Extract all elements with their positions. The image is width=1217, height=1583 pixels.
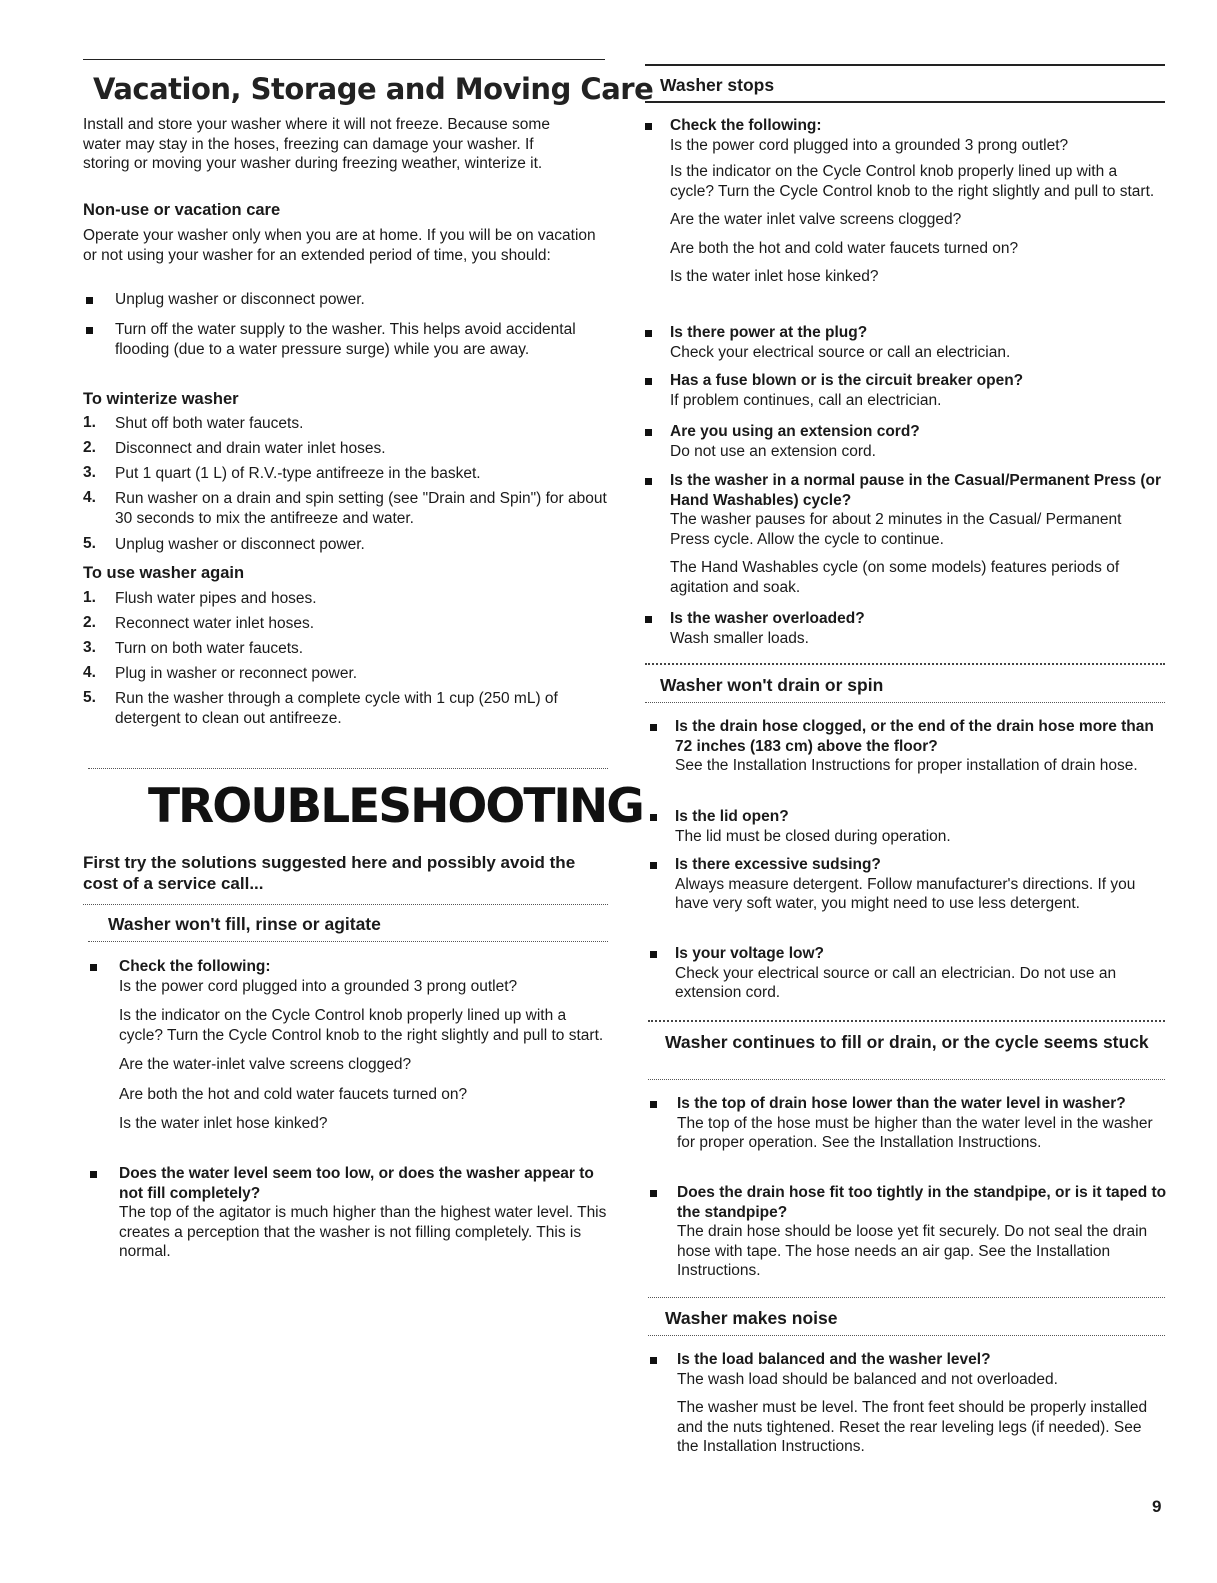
troubleshooting-title: TROUBLESHOOTING — [148, 779, 643, 834]
step-number: 5. — [83, 689, 96, 706]
winterize-step-4: Run washer on a drain and spin setting (see "Drain and Spin") for about 30 seconds to mix the antifreeze and water. — [115, 490, 607, 527]
divider — [645, 702, 1165, 703]
stops-answer-8: Do not use an extension cord. — [670, 442, 876, 460]
bullet — [645, 378, 652, 385]
winterize-step-1: Shut off both water faucets. — [115, 415, 304, 432]
stops-answer-6: Check your electrical source or call an electrician. — [670, 343, 1011, 361]
stuck-heading: Washer continues to fill or drain, or the cycle seems stuck — [665, 1032, 1149, 1052]
step-number: 4. — [83, 489, 96, 506]
stops-question-5: Is the washer in a normal pause in the Casual/Permanent Press (or Hand Washables) cycle? — [670, 472, 1161, 509]
fill-heading: Washer won't fill, rinse or agitate — [108, 914, 381, 934]
top-rule — [645, 64, 1165, 66]
divider — [648, 1079, 1165, 1080]
stops-answer-10: The Hand Washables cycle (on some models) features periods of agitation and soak. — [670, 559, 1120, 596]
drain-question-3: Is there excessive sudsing? — [675, 856, 881, 873]
fill-answer-5: Is the water inlet hose kinked? — [119, 1115, 328, 1132]
step-number: 4. — [83, 664, 96, 681]
bullet — [86, 297, 93, 304]
winterize-heading: To winterize washer — [83, 390, 239, 408]
nonuse-heading: Non-use or vacation care — [83, 201, 281, 219]
bullet — [90, 964, 97, 971]
nonuse-text: Operate your washer only when you are at home. If you will be on vacation or not using your washer for an extended period of time, you should: — [83, 227, 596, 264]
divider — [648, 1297, 1165, 1298]
drain-question-1: Is the drain hose clogged, or the end of the drain hose more than 72 inches (183 cm) above the floor? — [675, 718, 1154, 755]
stops-block-6 — [670, 609, 1165, 648]
fill-answer-3: Are the water-inlet valve screens clogged? — [119, 1056, 412, 1073]
stops-question-3: Has a fuse blown or is the circuit breaker open? — [670, 372, 1024, 389]
fill-answer-2: Is the indicator on the Cycle Control knob properly lined up with a cycle? Turn the Cycle Control knob to the right slightly and pull to start. — [119, 1007, 604, 1044]
use-again-heading: To use washer again — [83, 564, 245, 582]
winterize-step-2: Disconnect and drain water inlet hoses. — [115, 440, 386, 457]
stops-answer-3: Are the water inlet valve screens clogged? — [670, 211, 962, 228]
stops-answer-5: Is the water inlet hose kinked? — [670, 268, 879, 285]
fill-question-2: Does the water level seem too low, or does the washer appear to not fill completely? — [119, 1165, 594, 1202]
drain-answer-1: See the Installation Instructions for proper installation of drain hose. — [675, 757, 1138, 774]
stops-answer-1: Is the power cord plugged into a grounded 3 prong outlet? — [670, 136, 1069, 154]
bullet — [645, 330, 652, 337]
troubleshooting-intro: First try the solutions suggested here and possibly avoid the cost of a service call... — [83, 853, 576, 893]
again-step-4: Plug in washer or reconnect power. — [115, 665, 358, 682]
divider — [88, 768, 608, 769]
divider — [83, 904, 608, 905]
step-number: 5. — [83, 535, 96, 552]
stops-question-1: Check the following: — [670, 117, 822, 134]
bullet — [650, 1357, 657, 1364]
step-number: 1. — [83, 589, 96, 606]
fill-block-2 — [119, 1164, 609, 1262]
noise-answer-1: The wash load should be balanced and not overloaded. — [677, 1370, 1058, 1388]
again-step-1: Flush water pipes and hoses. — [115, 590, 317, 607]
stops-question-6: Is the washer overloaded? — [670, 610, 865, 627]
drain-question-2: Is the lid open? — [675, 808, 789, 825]
step-number: 2. — [83, 614, 96, 631]
stops-block-2 — [670, 323, 1165, 362]
stops-block-1 — [670, 116, 1165, 287]
fill-answer-1: Is the power cord plugged into a grounded 3 prong outlet? — [119, 977, 518, 995]
drain-answer-3: Always measure detergent. Follow manufacturer's directions. If you have very soft water, you might need to use less detergent. — [675, 875, 1136, 912]
again-step-5: Run the washer through a complete cycle with 1 cup (250 mL) of detergent to clean out antifreeze. — [115, 690, 558, 727]
again-step-2: Reconnect water inlet hoses. — [115, 615, 315, 632]
drain-answer-4: Check your electrical source or call an electrician. Do not use an extension cord. — [675, 964, 1117, 1001]
divider — [645, 663, 1165, 665]
stops-answer-7: If problem continues, call an electrician. — [670, 391, 942, 409]
stuck-block-2 — [677, 1183, 1167, 1281]
stops-answer-9: The washer pauses for about 2 minutes in the Casual/ Permanent Press cycle. Allow the cycle to continue. — [670, 511, 1122, 548]
bullet — [90, 1171, 97, 1178]
bullet — [650, 951, 657, 958]
vacation-intro: Install and store your washer where it will not freeze. Because some water may stay in the hoses, freezing can damage your washer. If storing or moving your washer during freezing weather, winterize it. — [83, 116, 550, 172]
step-number: 3. — [83, 464, 96, 481]
stuck-answer-2: The drain hose should be loose yet fit securely. Do not seal the drain hose with tape. The hose needs an air gap. See the Installation Instructions. — [677, 1223, 1148, 1279]
stops-answer-2: Is the indicator on the Cycle Control knob properly lined up with a cycle? Turn the Cycle Control knob to the right slightly and pull to start. — [670, 163, 1155, 200]
fill-answer-6: The top of the agitator is much higher than the highest water level. This creates a perception that the washer is not filling completely. This is normal. — [119, 1204, 607, 1260]
drain-heading: Washer won't drain or spin — [660, 675, 884, 695]
bullet — [650, 862, 657, 869]
bullet — [645, 123, 652, 130]
bullet — [645, 429, 652, 436]
nonuse-bullet-1: Unplug washer or disconnect power. — [115, 291, 365, 308]
stuck-answer-1: The top of the hose must be higher than the water level in the washer for proper operation. See the Installation Instructions. — [677, 1114, 1153, 1151]
drain-block-2 — [675, 807, 1167, 846]
noise-answer-2: The washer must be level. The front feet should be properly installed and the nuts tightened. Reset the rear leveling legs (if needed). See the Installation Instructions. — [677, 1399, 1148, 1455]
divider — [648, 1020, 1165, 1022]
stops-question-2: Is there power at the plug? — [670, 324, 868, 341]
fill-answer-4: Are both the hot and cold water faucets turned on? — [119, 1085, 468, 1103]
drain-block-1 — [675, 717, 1167, 776]
noise-heading: Washer makes noise — [665, 1308, 838, 1328]
step-number: 3. — [83, 639, 96, 656]
stops-answer-4: Are both the hot and cold water faucets turned on? — [670, 239, 1019, 257]
winterize-step-3: Put 1 quart (1 L) of R.V.-type antifreeze in the basket. — [115, 465, 481, 482]
stops-answer-11: Wash smaller loads. — [670, 629, 809, 647]
page-number: 9 — [1152, 1497, 1162, 1516]
fill-question-1: Check the following: — [119, 958, 271, 975]
heading-rule — [645, 101, 1165, 103]
stops-block-4 — [670, 422, 1165, 461]
again-step-3: Turn on both water faucets. — [115, 640, 304, 657]
stuck-block-1 — [677, 1094, 1167, 1153]
noise-question-1: Is the load balanced and the washer level? — [677, 1351, 991, 1368]
drain-answer-2: The lid must be closed during operation. — [675, 827, 951, 845]
fill-block-1 — [119, 957, 609, 1134]
stops-question-4: Are you using an extension cord? — [670, 423, 920, 440]
bullet — [650, 814, 657, 821]
divider — [648, 1335, 1165, 1336]
stops-block-3 — [670, 371, 1165, 410]
noise-block-1 — [677, 1350, 1167, 1457]
winterize-step-5: Unplug washer or disconnect power. — [115, 536, 365, 553]
step-number: 2. — [83, 439, 96, 456]
stuck-question-1: Is the top of drain hose lower than the water level in washer? — [677, 1095, 1126, 1112]
stops-heading: Washer stops — [660, 75, 775, 95]
bullet — [650, 1101, 657, 1108]
step-number: 1. — [83, 414, 96, 431]
stops-block-5 — [670, 471, 1165, 597]
bullet — [86, 327, 93, 334]
drain-question-4: Is your voltage low? — [675, 945, 824, 962]
drain-block-4 — [675, 944, 1167, 1003]
drain-block-3 — [675, 855, 1167, 914]
bullet — [650, 724, 657, 731]
stuck-question-2: Does the drain hose fit too tightly in the standpipe, or is it taped to the standpipe? — [677, 1184, 1167, 1221]
bullet — [645, 616, 652, 623]
nonuse-bullet-2: Turn off the water supply to the washer. This helps avoid accidental flooding (due to a water pressure surge) while you are away. — [115, 321, 576, 358]
bullet — [650, 1190, 657, 1197]
vacation-title: Vacation, Storage and Moving Care — [93, 72, 654, 106]
divider — [88, 941, 608, 942]
top-rule — [83, 59, 605, 60]
bullet — [645, 478, 652, 485]
